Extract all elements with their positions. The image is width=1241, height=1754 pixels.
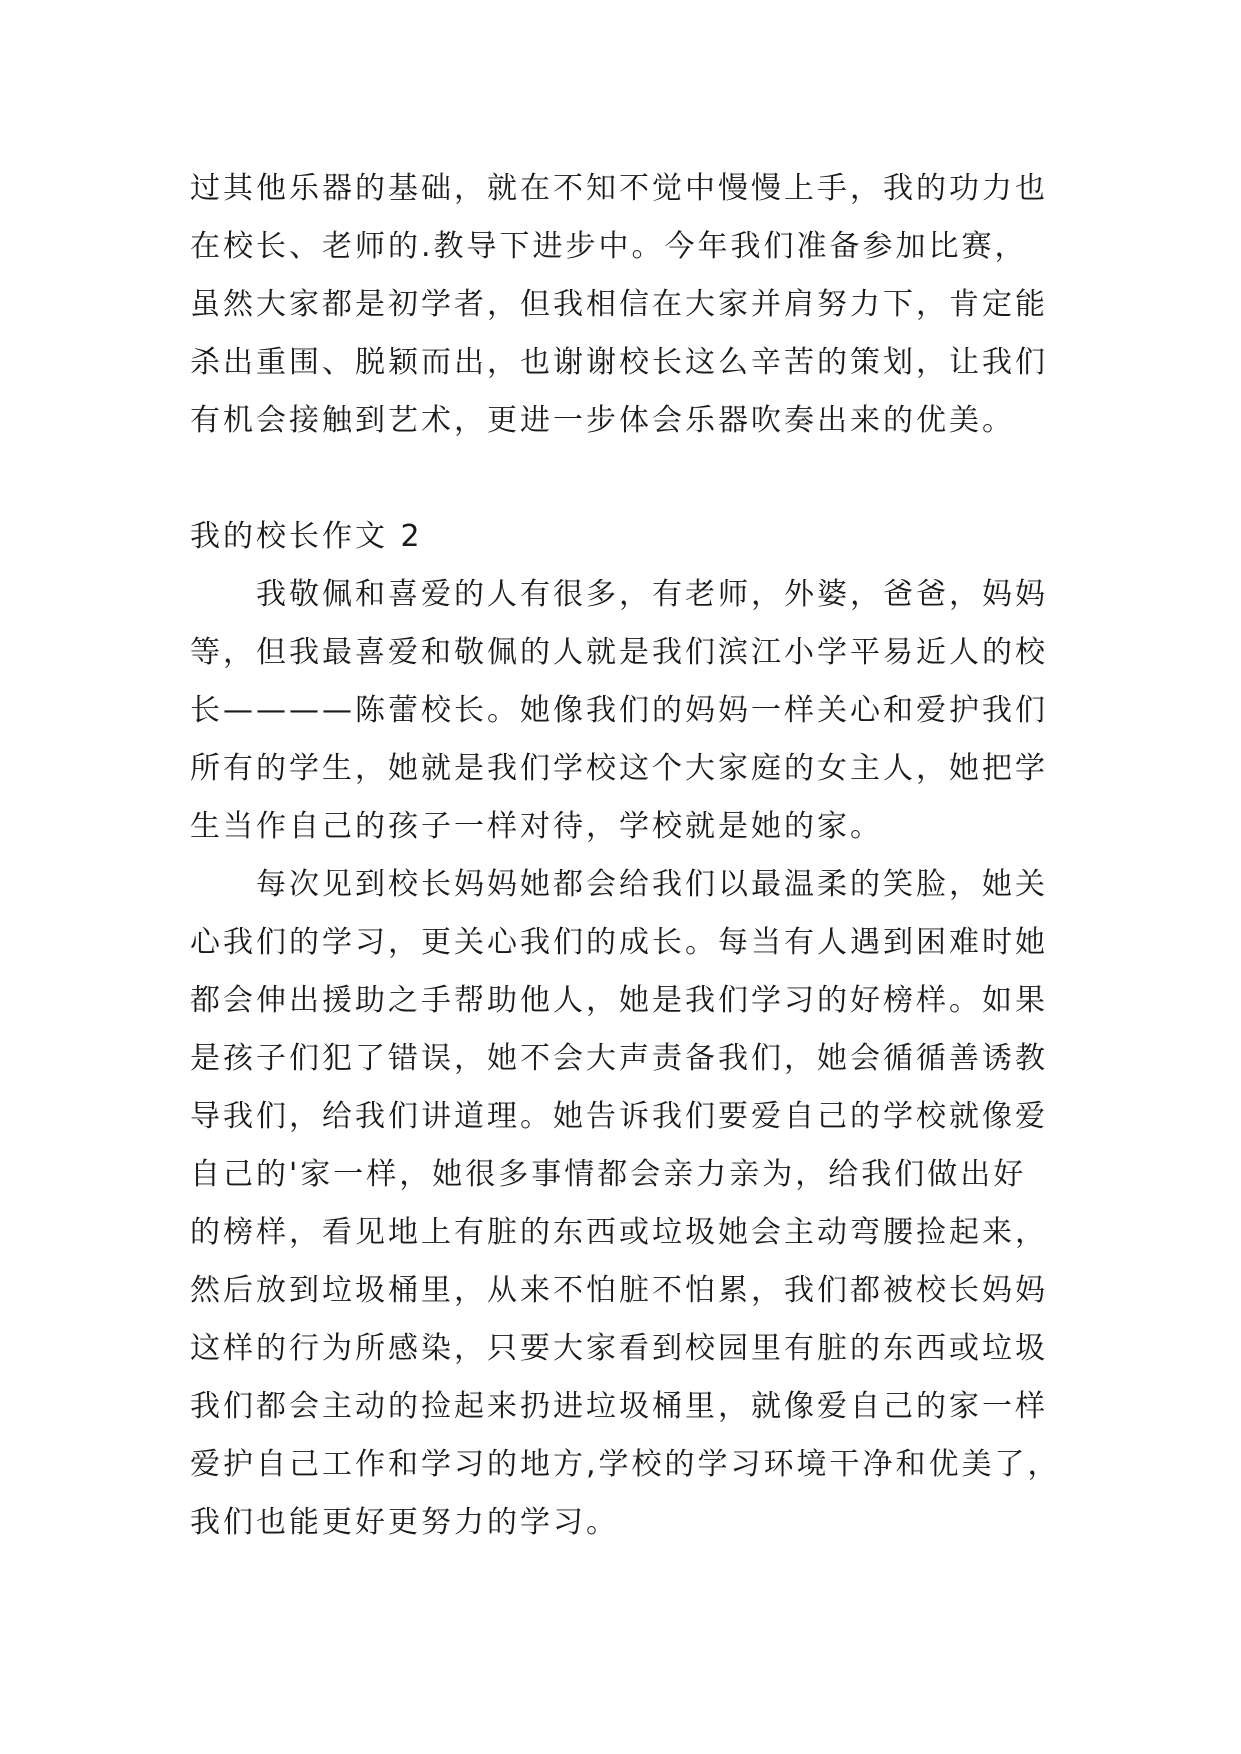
text-line: 导我们，给我们讲道理。她告诉我们要爱自己的学校就像爱 [190,1099,1048,1134]
paragraph-spacer [190,450,1070,508]
text-line: 生当作自己的孩子一样对待，学校就是她的家。 [190,809,883,844]
text-line: 杀出重围、脱颖而出，也谢谢校长这么辛苦的策划，让我们 [190,345,1048,380]
text-line: 有机会接触到艺术，更进一步体会乐器吹奏出来的优美。 [190,403,1015,438]
text-line: 等，但我最喜爱和敬佩的人就是我们滨江小学平易近人的校 [190,635,1048,670]
section-heading [190,508,1070,566]
text-line: 长————陈蕾校长。她像我们的妈妈一样关心和爱护我们 [190,693,1048,728]
text-line: 我们也能更好更努力的学习。 [190,1505,619,1540]
text-line: 在校长、老师的.教导下进步中。今年我们准备参加比赛， [190,229,1028,264]
text-line: 的榜样，看见地上有脏的东西或垃圾她会主动弯腰捡起来， [190,1215,1048,1250]
text-line: 每次见到校长妈妈她都会给我们以最温柔的笑脸，她关 [190,867,1048,902]
paragraph-2 [190,566,1070,856]
text-line: 自己的'家一样，她很多事情都会亲力亲为，给我们做出好 [190,1157,1027,1192]
text-line: 虽然大家都是初学者，但我相信在大家并肩努力下，肯定能 [190,287,1048,322]
paragraph-3 [190,856,1070,1552]
paragraph-1 [190,160,1070,450]
text-line: 爱护自己工作和学习的地方,学校的学习环境干净和优美了， [190,1447,1061,1482]
text-line: 过其他乐器的基础，就在不知不觉中慢慢上手，我的功力也 [190,171,1048,206]
text-line: 所有的学生，她就是我们学校这个大家庭的女主人，她把学 [190,751,1048,786]
text-line: 心我们的学习，更关心我们的成长。每当有人遇到困难时她 [190,925,1048,960]
document-body [190,160,1070,1552]
text-line: 是孩子们犯了错误，她不会大声责备我们，她会循循善诱教 [190,1041,1048,1076]
heading-text: 我的校长作文 2 [190,519,423,554]
text-line: 然后放到垃圾桶里，从来不怕脏不怕累，我们都被校长妈妈 [190,1273,1048,1308]
text-line: 我们都会主动的捡起来扔进垃圾桶里，就像爱自己的家一样 [190,1389,1048,1424]
text-line: 我敬佩和喜爱的人有很多，有老师，外婆，爸爸，妈妈 [190,577,1048,612]
text-line: 这样的行为所感染，只要大家看到校园里有脏的东西或垃圾 [190,1331,1048,1366]
text-line: 都会伸出援助之手帮助他人，她是我们学习的好榜样。如果 [190,983,1048,1018]
